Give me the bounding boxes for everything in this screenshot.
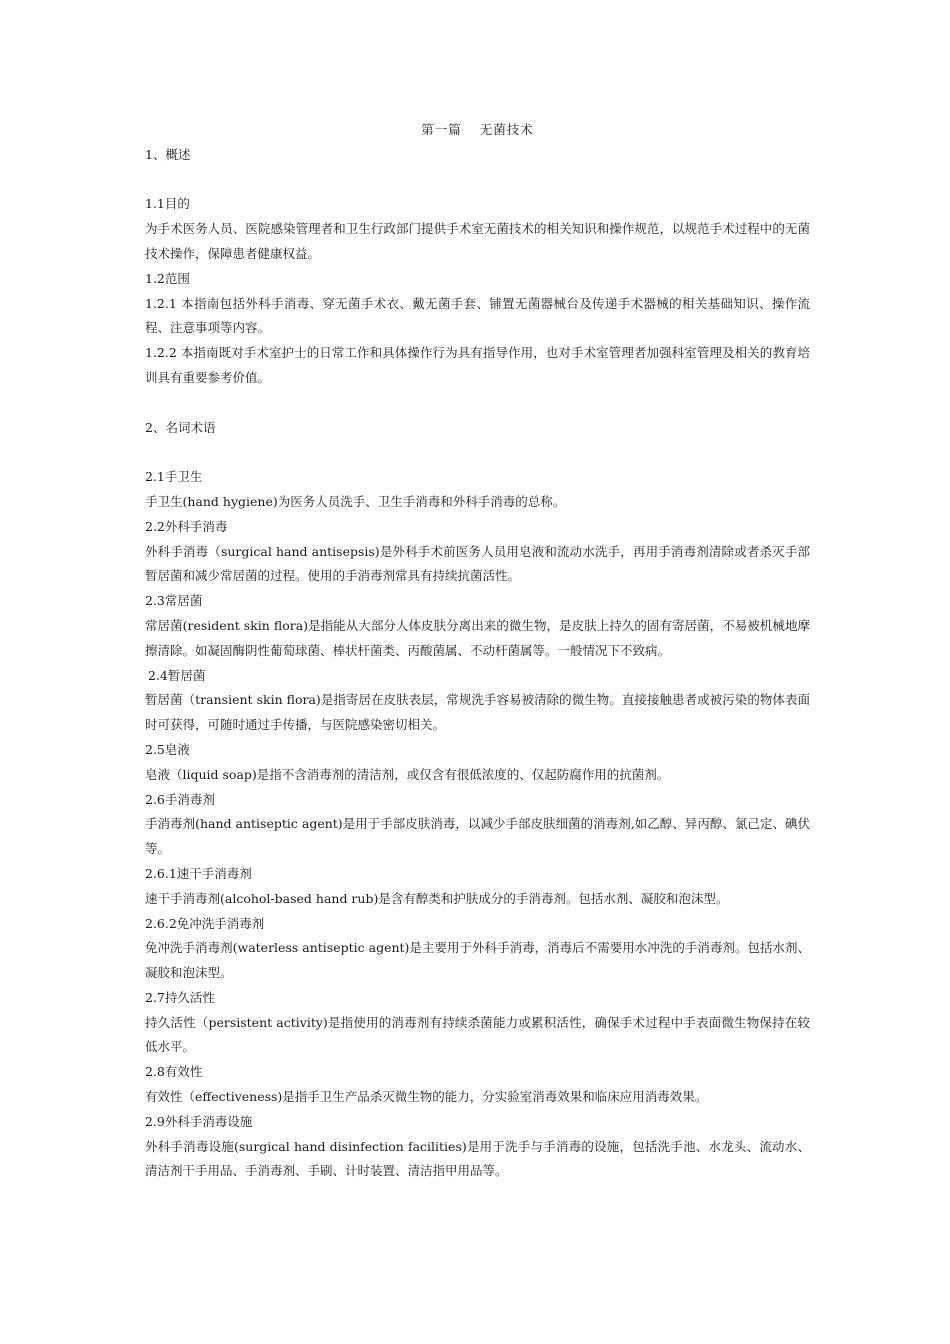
subsection-heading: 2.4暂居菌 <box>148 667 206 683</box>
paragraph: 皂液（liquid soap)是指不含消毒剂的清洁剂，或仅含有很低浓度的、仅起防腐作用的抗菌剂。 <box>145 766 670 782</box>
paragraph: 外科手消毒设施(surgical hand disinfection facilities)是用于洗手与手消毒的设施，包括洗手池、水龙头、流动水、清洁剂干手用品、手消毒剂、手刷、计时装置、清洁指甲用品等。 <box>145 1138 810 1179</box>
subsection-heading: 2.9外科手消毒设施 <box>145 1113 253 1129</box>
subsection-heading: 2.7持久活性 <box>145 989 215 1005</box>
paragraph: 1.2.1 本指南包括外科手消毒、穿无菌手术衣、戴无菌手套、铺置无菌器械台及传递手术器械的相关基础知识、操作流程、注意事项等内容。 <box>145 295 810 336</box>
paragraph: 持久活性（persistent activity)是指使用的消毒剂有持续杀菌能力或累积活性，确保手术过程中手表面微生物保持在较低水平。 <box>145 1014 810 1055</box>
paragraph: 1.2.2 本指南既对手术室护士的日常工作和具体操作行为具有指导作用，也对手术室管理者加强科室管理及相关的教育培训具有重要参考价值。 <box>145 345 810 385</box>
paragraph: 手卫生(hand hygiene)为医务人员洗手、卫生手消毒和外科手消毒的总称。 <box>145 493 566 509</box>
subsection-heading: 2.6手消毒剂 <box>145 791 215 807</box>
subsection-heading: 2.3常居菌 <box>145 593 203 609</box>
paragraph: 常居菌(resident skin flora)是指能从大部分人体皮肤分离出来的微生物，是皮肤上持久的固有寄居菌，不易被机械地摩擦清除。如凝固酶阴性葡萄球菌、棒状杆菌类、丙酸菌属、不动杆菌属等。一般情况下不致病。 <box>145 617 810 658</box>
subsection-heading: 2.1手卫生 <box>145 469 203 485</box>
paragraph: 免冲洗手消毒剂(waterless antiseptic agent)是主要用于外科手消毒，消毒后不需要用水冲洗的手消毒剂。包括水剂、凝胶和泡沫型。 <box>145 940 810 981</box>
subsection-heading: 2.6.1速干手消毒剂 <box>145 865 252 881</box>
paragraph: 速干手消毒剂(alcohol-based hand rub)是含有醇类和护肤成分的手消毒剂。包括水剂、凝胶和泡沫型。 <box>145 890 729 906</box>
title-part-2: 无菌技术 <box>479 122 534 137</box>
subsection-heading: 1.1目的 <box>145 196 190 212</box>
subsection-heading: 2.8有效性 <box>145 1064 203 1080</box>
subsection-heading: 2.5皂液 <box>145 741 190 757</box>
paragraph: 手消毒剂(hand antiseptic agent)是用于手部皮肤消毒，以减少手部皮肤细菌的消毒剂,如乙醇、异丙醇、氯己定、碘伏等。 <box>145 816 810 857</box>
subsection-heading: 2.2外科手消毒 <box>145 518 228 534</box>
section-heading: 1、概述 <box>145 146 191 162</box>
paragraph: 为手术医务人员、医院感染管理者和卫生行政部门提供手术室无菌技术的相关知识和操作规范，以规范手术过程中的无菌技术操作，保障患者健康权益。 <box>145 221 810 261</box>
subsection-heading: 1.2范围 <box>145 270 190 286</box>
paragraph: 暂居菌（transient skin flora)是指寄居在皮肤表层，常规洗手容易被清除的微生物。直接接触患者或被污染的物体表面时可获得，可随时通过手传播，与医院感染密切相关。 <box>145 692 810 733</box>
paragraph: 外科手消毒（surgical hand antisepsis)是外科手术前医务人员用皂液和流动水洗手，再用手消毒剂清除或者杀灭手部暂居菌和减少常居菌的过程。使用的手消毒剂常具有持续抗菌活性。 <box>145 543 810 584</box>
title-part-1: 第一篇 <box>421 122 462 137</box>
document-page <box>145 118 810 1184</box>
section-heading: 2、名词术语 <box>145 419 216 435</box>
page-title <box>145 118 810 143</box>
subsection-heading: 2.6.2免冲洗手消毒剂 <box>145 915 265 931</box>
paragraph: 有效性（effectiveness)是指手卫生产品杀灭微生物的能力，分实验室消毒效果和临床应用消毒效果。 <box>145 1089 708 1105</box>
